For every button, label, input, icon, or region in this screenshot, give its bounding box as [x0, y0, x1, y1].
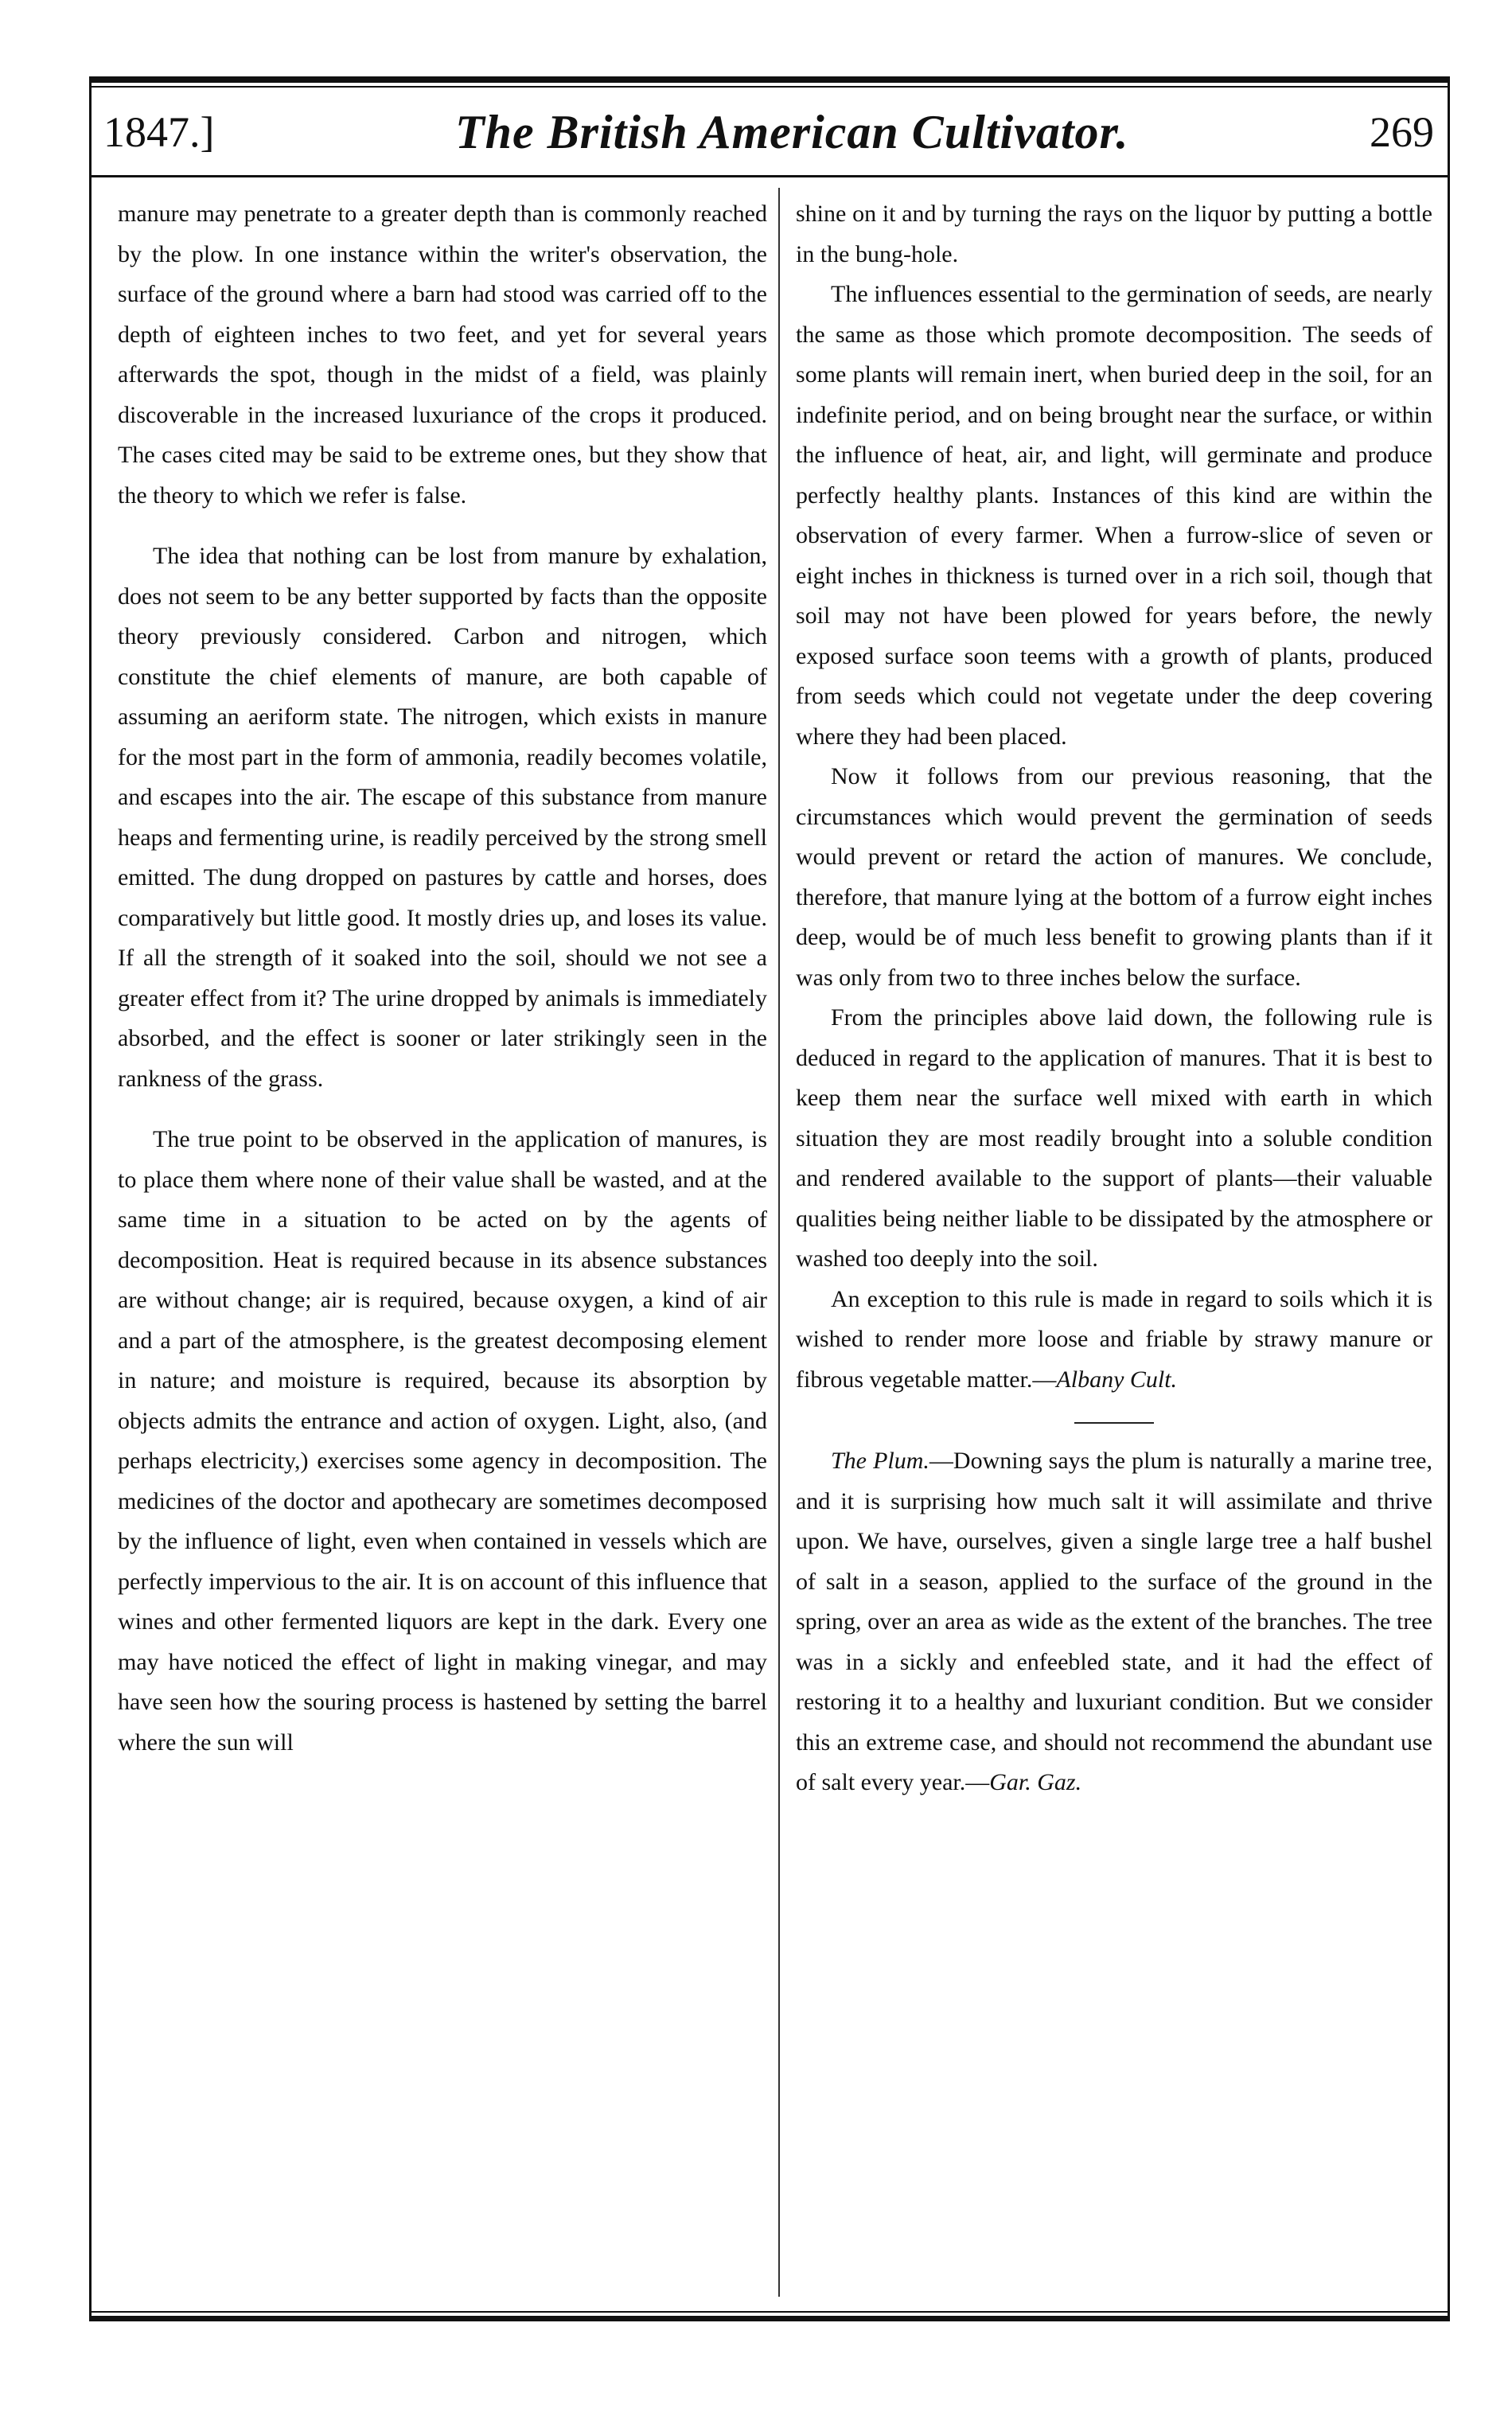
source-citation: Albany Cult. [1056, 1366, 1178, 1393]
bottom-border-thick [89, 2316, 1450, 2321]
bottom-border-thin [89, 2311, 1450, 2313]
article-paragraph: manure may penetrate to a greater depth than is commonly reached by the plow. In one instance within the writer's observation, the surface of the ground where a barn had stood was carried off to the depth of eighteen inches to two feet, and yet for several years afterwards the spot, though in the midst of a field, was plainly discoverable in the increased luxuriance of the crops it produced. The cases cited may be said to be extreme ones, but they show that the theory to which we refer is false. [118, 201, 767, 509]
header-year: 1847.] [103, 108, 215, 156]
article-paragraph: The true point to be observed in the application of manures, is to place them where none of their value shall be wasted, and at the same time in a situation to be acted on by the agents of decomposition. Heat is required because in its absence substances are without change; air is required, because oxygen, a kind of air and a part of the atmosphere, is the greatest decomposing element in nature; and moisture is required, because its absorption by objects admits the entrance and action of oxygen. Light, also, (and perhaps electricity,) exercises some agency in decomposition. The medicines of the doctor and apothecary are sometimes decomposed by the influence of light, even when contained in vessels which are perfectly impervious to the air. It is on account of this influence that wines and other fermented liquors are kept in the dark. Every one may have noticed the effect of light in making vinegar, and may have seen how the souring process is hastened by setting the barrel where the sun will [118, 1126, 767, 1756]
publication-title: The British American Cultivator. [454, 105, 1129, 158]
article-paragraph [796, 1280, 1432, 1401]
column-divider [778, 188, 780, 2297]
right-border [1448, 76, 1450, 2321]
top-border-thin [89, 86, 1450, 88]
article-title: The Plum. [831, 1448, 929, 1474]
article-paragraph: The idea that nothing can be lost from manure by exhalation, does not seem to be any better supported by facts than the opposite theory previously considered. Carbon and nitrogen, which constitute the chief elements of manure, are both capable of assuming an aeriform state. The nitrogen, which exists in manure for the most part in the form of ammonia, readily becomes volatile, and escapes into the air. The escape of this substance from manure heaps and fermenting urine, is readily perceived by the strong smell emitted. The dung dropped on pastures by cattle and horses, does comparatively but little good. It mostly dries up, and loses its value. If all the strength of it soaked into the soil, should we not see a greater effect from it? The urine dropped by animals is immediately absorbed, and the effect is sooner or later strikingly seen in the rankness of the grass. [118, 543, 767, 1092]
plum-article [796, 1441, 1432, 1803]
article-separator [1074, 1422, 1154, 1424]
left-border [89, 76, 92, 2321]
header-rule [89, 175, 1450, 177]
article-paragraph: From the principles above laid down, the following rule is deduced in regard to the application of manures. That it is best to keep them near the surface well mixed with earth in which situation they are most readily brought into a soluble condition and rendered available to the support of plants—their valuable qualities being neither liable to be dissipated by the atmosphere or washed too deeply into the soil. [796, 1004, 1432, 1272]
paragraph-text: An exception to this rule is made in regard to soils which it is wished to render more loose and friable by strawy manure or fibrous vegetable matter.— [796, 1285, 1432, 1393]
top-border-thick [89, 76, 1450, 83]
article-paragraph: The influences essential to the germination of seeds, are nearly the same as those which promote decomposition. The seeds of some plants will remain inert, when buried deep in the soil, for an indefinite period, and on being brought near the surface, or within the influence of heat, air, and light, will germinate and produce perfectly healthy plants. Instances of this kind are within the observation of every farmer. When a furrow-slice of seven or eight inches in thickness is turned over in a rich soil, though that soil may not have been plowed for years before, the newly exposed surface soon teems with a growth of plants, produced from seeds which could not vegetate under the deep covering where they had been placed. [796, 281, 1432, 750]
right-column [796, 194, 1432, 1803]
left-column [118, 194, 767, 1763]
page-header [103, 94, 1434, 170]
page-number: 269 [1370, 108, 1434, 156]
source-citation: Gar. Gaz. [989, 1769, 1082, 1795]
article-paragraph: Now it follows from our previous reasoning, that the circumstances which would prevent the germination of seeds would prevent or retard the action of manures. We conclude, therefore, that manure lying at the bottom of a furrow eight inches deep, would be of much less benefit to growing plants than if it was only from two to three inches below the surface. [796, 763, 1432, 991]
article-paragraph: shine on it and by turning the rays on the liquor by putting a bottle in the bung-hole. [796, 201, 1432, 267]
paragraph-text: —Downing says the plum is naturally a marine tree, and it is surprising how much salt it will assimilate and thrive upon. We have, ourselves, given a single large tree a half bushel of salt in a season, applied to the surface of the ground in the spring, over an area as wide as the extent of the branches. The tree was in a sickly and enfeebled state, and it had the effect of restoring it to a healthy and luxuriant condition. But we consider this an extreme case, and should not recommend the abundant use of salt every year.— [796, 1448, 1432, 1795]
